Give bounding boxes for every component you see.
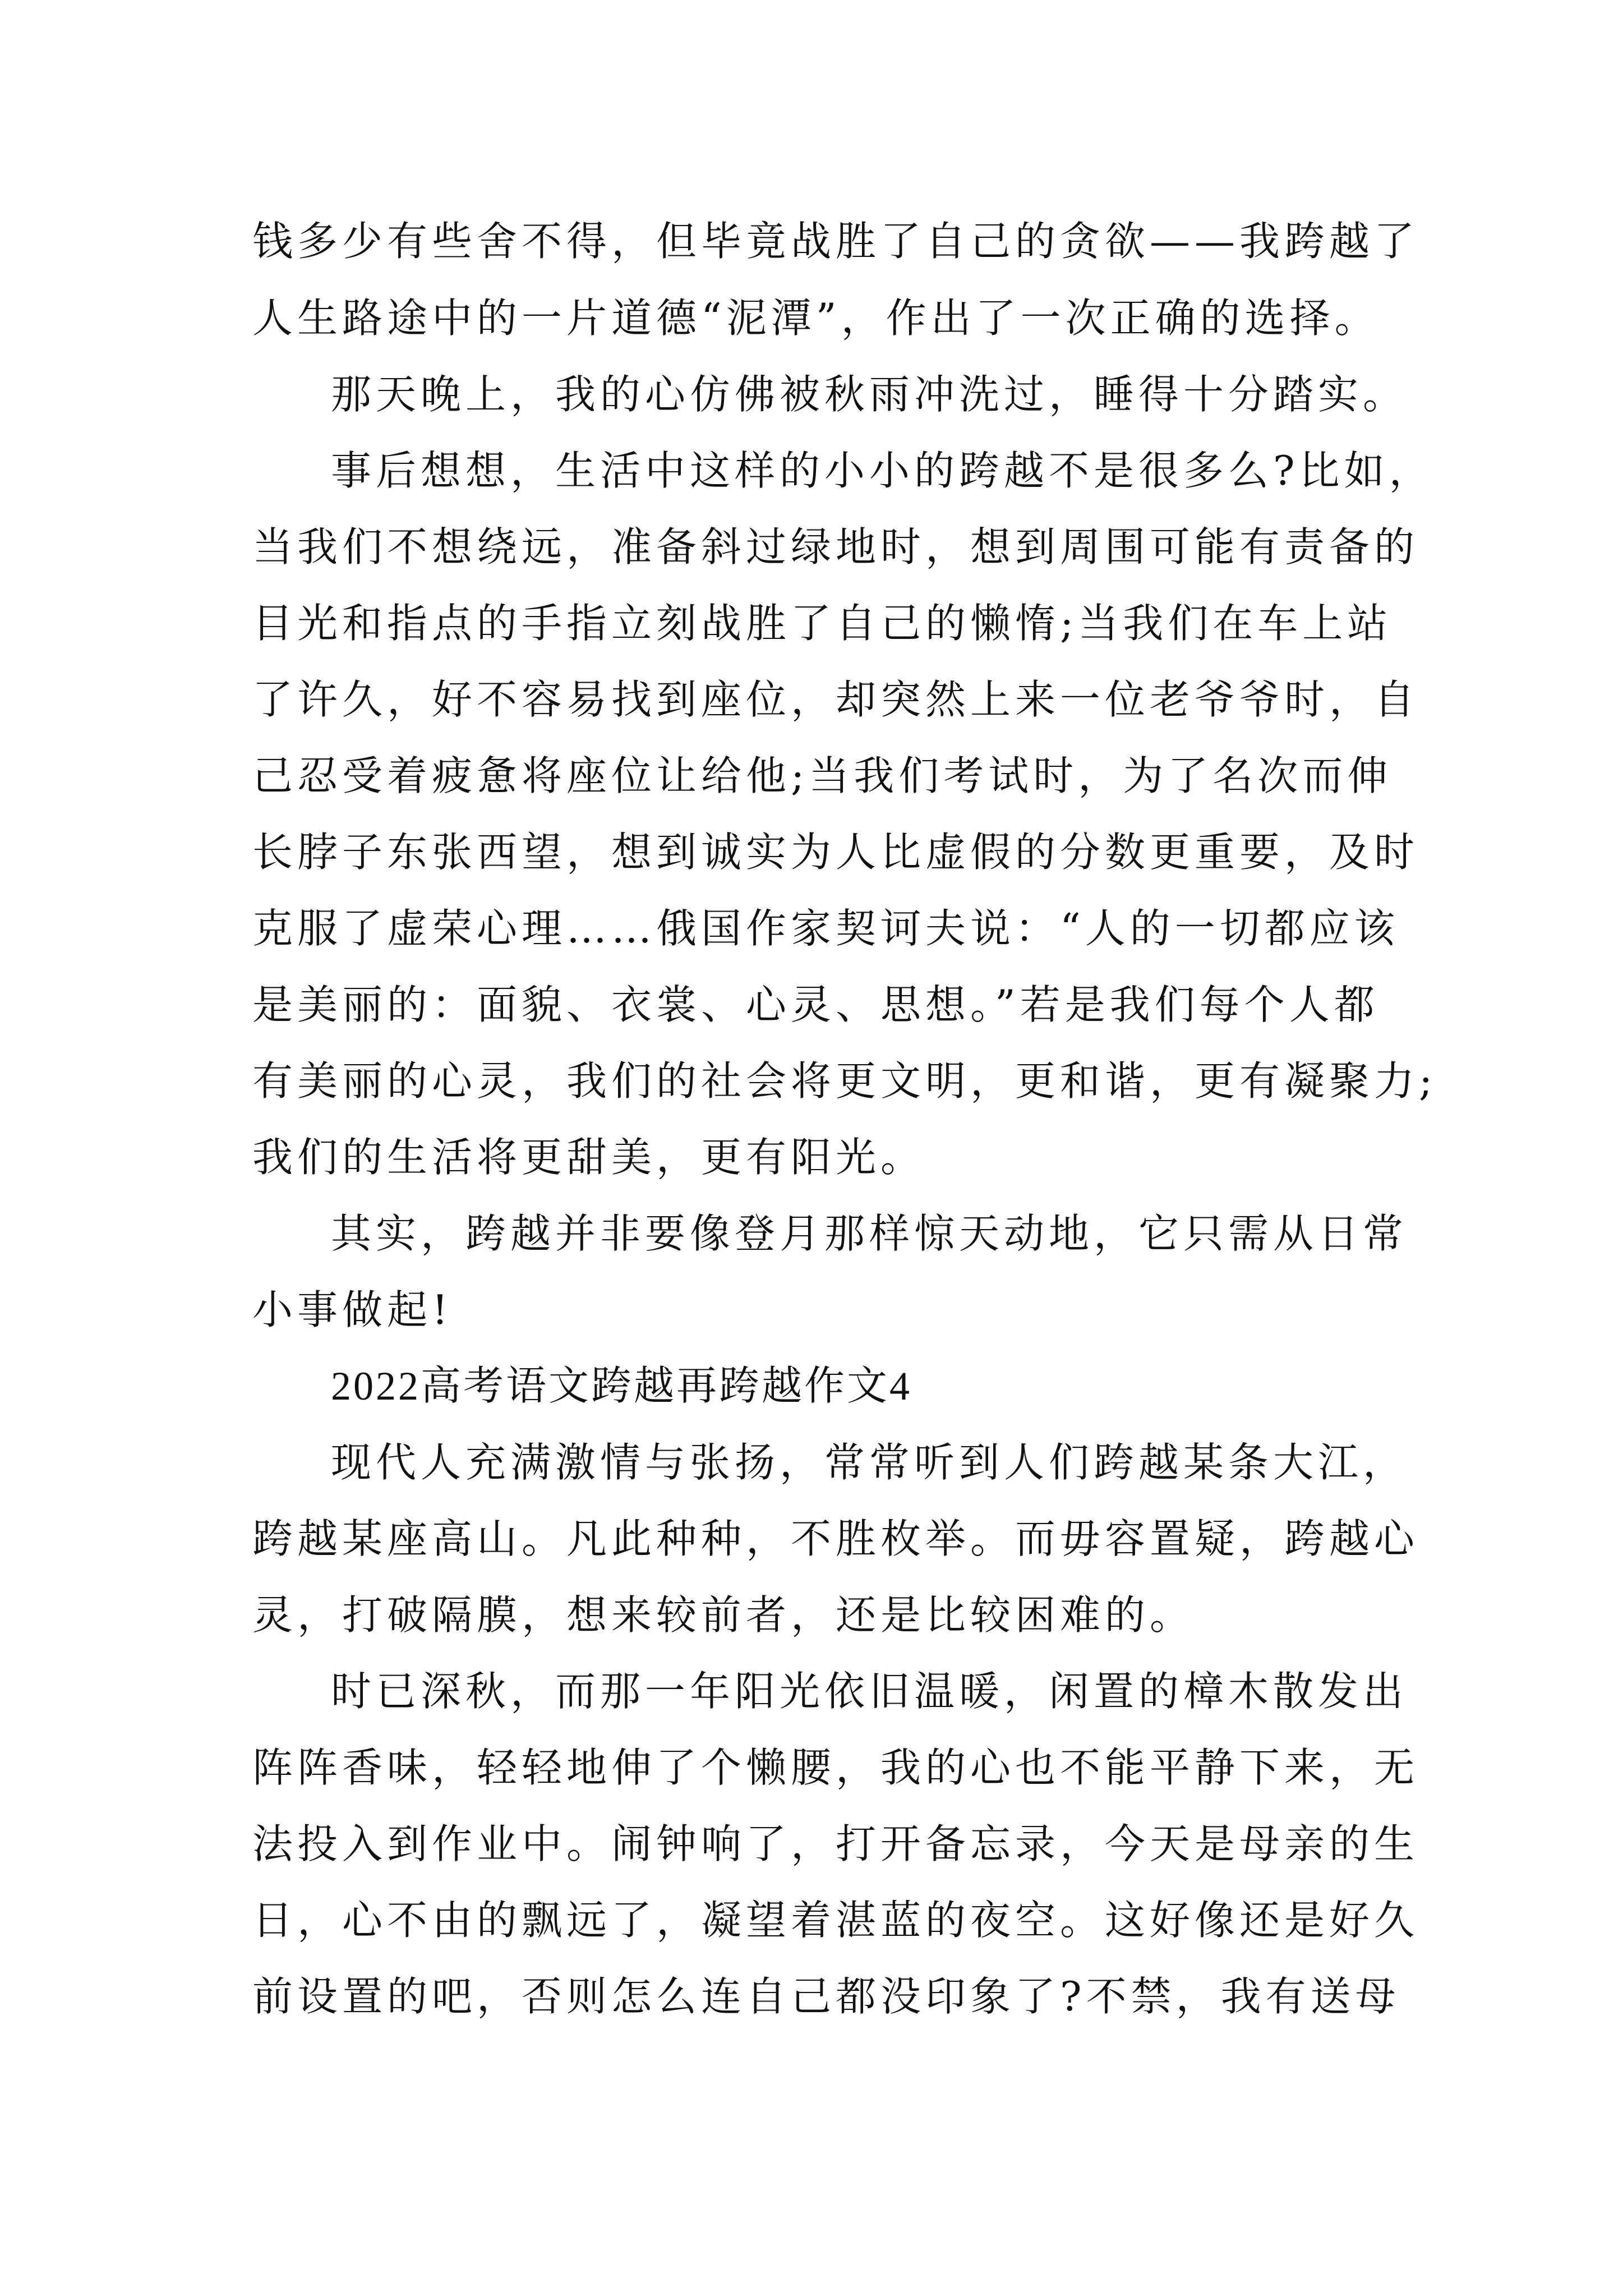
text-line: 目光和指点的手指立刻战胜了自己的懒惰;当我们在车上站	[252, 600, 1393, 647]
text-line: 日，心不由的飘远了，凝望着湛蓝的夜空。这好像还是好久	[252, 1897, 1419, 1944]
paragraph-start: 时已深秋，而那一年阳光依旧温暖，闲置的樟木散发出	[331, 1668, 1408, 1715]
text-line: 灵，打破隔膜，想来较前者，还是比较困难的。	[252, 1591, 1195, 1639]
paragraph-start: 事后想想，生活中这样的小小的跨越不是很多么?比如，	[331, 447, 1434, 494]
text-line: 长脖子东张西望，想到诚实为人比虚假的分数更重要，及时	[252, 829, 1419, 876]
text-line: 是美丽的：面貌、衣裳、心灵、思想。”若是我们每个人都	[252, 981, 1379, 1028]
section-heading: 2022高考语文跨越再跨越作文4	[331, 1364, 912, 1409]
text-line: 法投入到作业中。闹钟响了，打开备忘录，今天是母亲的生	[252, 1820, 1419, 1867]
text-line: 了许久，好不容易找到座位，却突然上来一位老爷爷时，自	[252, 676, 1419, 723]
text-line: 人生路途中的一片道德“泥潭”，作出了一次正确的选择。	[252, 295, 1380, 342]
paragraph-start: 其实，跨越并非要像登月那样惊天动地，它只需从日常	[331, 1210, 1408, 1257]
text-line: 钱多少有些舍不得，但毕竟战胜了自己的贪欲——我跨越了	[252, 218, 1419, 265]
text-line: 阵阵香味，轻轻地伸了个懒腰，我的心也不能平静下来，无	[252, 1744, 1419, 1791]
text-line: 我们的生活将更甜美，更有阳光。	[252, 1134, 926, 1181]
text-line: 前设置的吧，否则怎么连自己都没印象了?不禁，我有送母	[252, 1973, 1400, 2020]
text-line: 克服了虚荣心理……俄国作家契诃夫说：“人的一切都应该	[252, 905, 1399, 952]
text-line: 当我们不想绕远，准备斜过绿地时，想到周围可能有责备的	[252, 523, 1419, 570]
text-line: 己忍受着疲惫将座位让给他;当我们考试时，为了名次而伸	[252, 752, 1393, 799]
text-line: 小事做起!	[252, 1286, 453, 1333]
text-line: 有美丽的心灵，我们的社会将更文明，更和谐，更有凝聚力;	[252, 1057, 1437, 1105]
paragraph-start: 那天晚上，我的心仿佛被秋雨冲洗过，睡得十分踏实。	[331, 371, 1408, 418]
paragraph-start: 现代人充满激情与张扬，常常听到人们跨越某条大江，	[331, 1439, 1408, 1486]
text-line: 跨越某座高山。凡此种种，不胜枚举。而毋容置疑，跨越心	[252, 1515, 1419, 1562]
